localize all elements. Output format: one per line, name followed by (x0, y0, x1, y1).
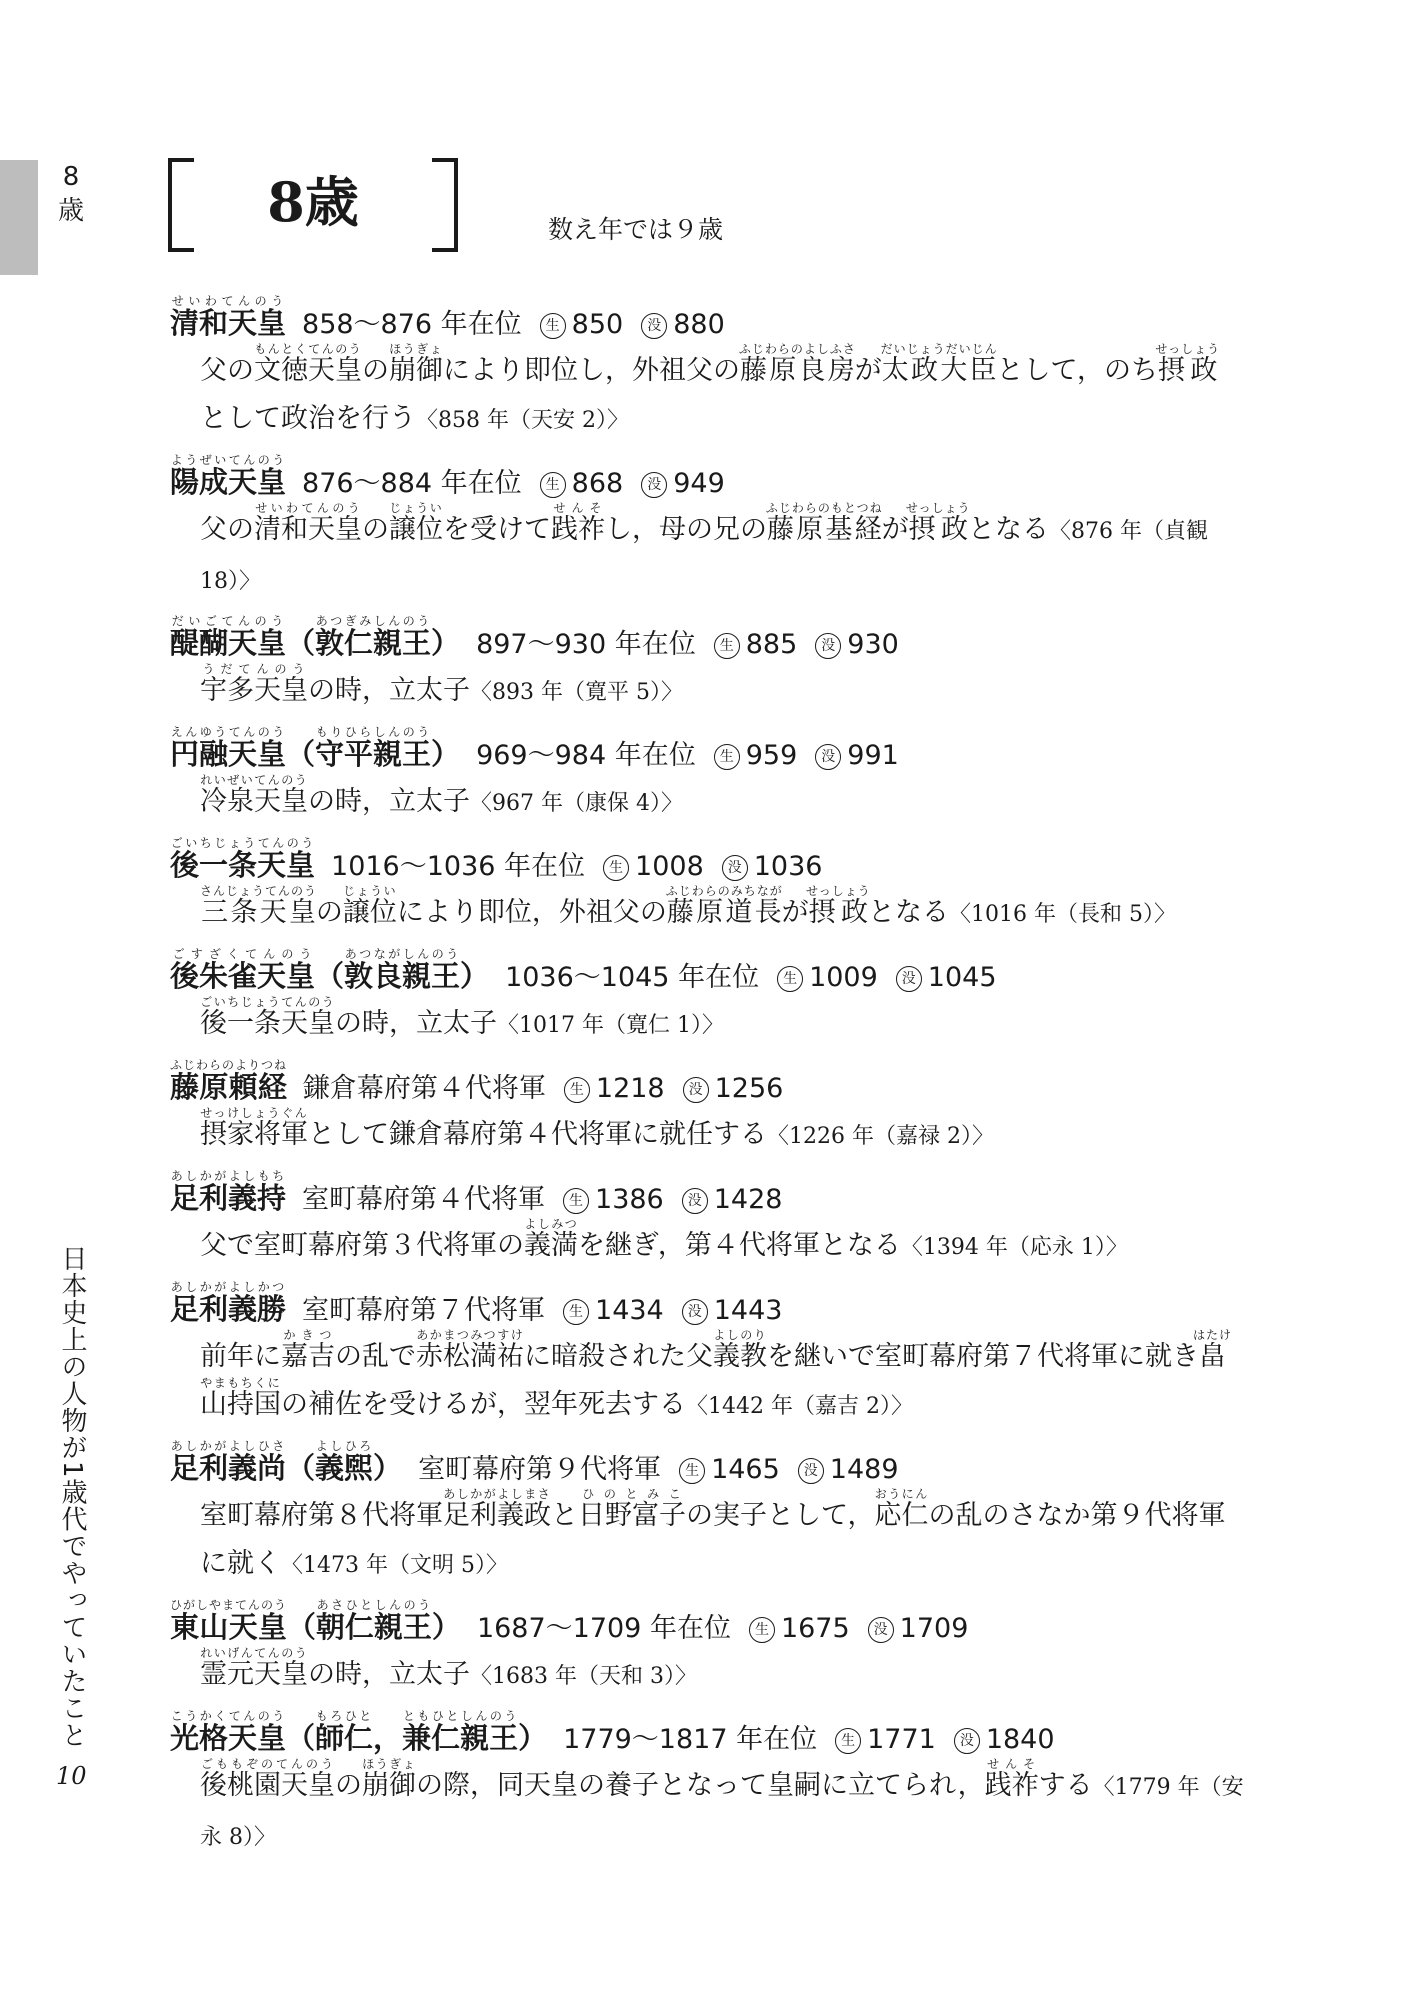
event-date: 〈858 年（天安 2）〉 (416, 408, 629, 433)
reign-info: 1687～1709 年在位 (476, 1613, 731, 1644)
person-entry (170, 1276, 1250, 1431)
reign-info: 室町幕府第９代将軍 (418, 1454, 662, 1485)
died-mark: 没 (682, 1299, 708, 1325)
entry-description (200, 1328, 1250, 1431)
person-entry (170, 832, 1250, 939)
description-text: 宇多天皇うだてんのうの時，立太子 (200, 662, 470, 706)
person-name: 藤原頼経ふじわらのよりつね (170, 1058, 288, 1104)
born-mark: 生 (714, 633, 740, 659)
entry-description (200, 1757, 1250, 1862)
reign-info: 1779～1817 年在位 (563, 1724, 818, 1755)
born-mark: 生 (679, 1458, 705, 1484)
died-year: 1428 (713, 1184, 783, 1215)
entry-header (170, 943, 1250, 995)
description-text: 後一条天皇ごいちじょうてんのうの時，立太子 (200, 995, 497, 1039)
died-year: 930 (847, 629, 899, 660)
entry-header (170, 1435, 1250, 1487)
chapter-tab (0, 160, 38, 275)
reign-info: 鎌倉幕府第４代将軍 (302, 1073, 546, 1104)
person-name: 足利義尚あしかがよしひさ（義煕よしひろ） (170, 1439, 403, 1485)
description-text: 摂家将軍せっけしょうぐんとして鎌倉幕府第４代将軍に就任する (200, 1106, 767, 1150)
person-entry (170, 721, 1250, 828)
born-year: 1434 (595, 1295, 664, 1326)
entry-header (170, 449, 1250, 501)
entry-description (200, 1217, 1250, 1272)
person-name: 光格天皇こうかくてんのう（師仁もろひと，兼仁親王ともひとしんのう） (170, 1709, 548, 1755)
age-title: 8歳 (267, 170, 359, 234)
died-mark: 没 (815, 633, 841, 659)
died-year: 1045 (927, 962, 997, 993)
entry-description (200, 662, 1250, 717)
person-entry (170, 1705, 1250, 1862)
entry-header (170, 1705, 1250, 1757)
entry-header (170, 832, 1250, 884)
event-date: 〈1394 年（応永 1）〉 (900, 1235, 1128, 1260)
description-text: 前年に嘉吉かきつの乱で赤松満祐あかまつみつすけに暗殺された父義教よしのりを継いで室町幕府第７代将軍に就き畠山持国はたけやまもちくにの補佐を受けるが，翌年死去する (200, 1328, 1233, 1420)
reign-info: 室町幕府第４代将軍 (302, 1184, 546, 1215)
person-entry (170, 1054, 1250, 1161)
died-mark: 没 (954, 1728, 980, 1754)
entry-header (170, 610, 1250, 662)
side-age-label: 8 歳 (57, 162, 84, 226)
person-name: 醍醐天皇だいごてんのう（敦仁親王あつぎみしんのう） (170, 614, 461, 660)
description-text: 父で室町幕府第３代将軍の義満よしみつを継ぎ，第４代将軍となる (200, 1217, 901, 1261)
reign-info: 1016～1036 年在位 (331, 851, 586, 882)
born-year: 1771 (867, 1724, 936, 1755)
born-mark: 生 (540, 472, 566, 498)
right-bracket (432, 158, 458, 252)
born-year: 1675 (780, 1613, 850, 1644)
reign-info: 969～984 年在位 (476, 740, 696, 771)
person-entry (170, 449, 1250, 606)
person-name: 後朱雀天皇ごすざくてんのう（敦良親王あつながしんのう） (170, 947, 490, 993)
entry-description (200, 884, 1250, 939)
died-year: 949 (673, 468, 725, 499)
event-date: 〈1442 年（嘉吉 2）〉 (686, 1394, 913, 1419)
person-entry (170, 610, 1250, 717)
description-text: 霊元天皇れいげんてんのうの時，立太子 (200, 1646, 470, 1690)
entry-header (170, 1594, 1250, 1646)
died-mark: 没 (896, 966, 922, 992)
entry-header (170, 1276, 1250, 1328)
entry-description (200, 342, 1250, 445)
born-mark: 生 (540, 313, 566, 339)
event-date: 〈1473 年（文明 5）〉 (281, 1553, 508, 1578)
person-name: 足利義持あしかがよしもち (170, 1169, 287, 1215)
entry-description (200, 1487, 1250, 1590)
died-year: 1256 (714, 1073, 784, 1104)
born-year: 885 (745, 629, 798, 660)
age-heading (168, 158, 458, 254)
died-year: 991 (847, 740, 899, 771)
person-name: 円融天皇えんゆうてんのう（守平親王もりひらしんのう） (170, 725, 461, 771)
born-year: 1009 (809, 962, 878, 993)
born-mark: 生 (564, 1077, 590, 1103)
died-year: 1840 (985, 1724, 1055, 1755)
born-mark: 生 (603, 855, 629, 881)
entry-description (200, 1106, 1250, 1161)
person-name: 清和天皇せいわてんのう (170, 294, 287, 340)
born-mark: 生 (777, 966, 803, 992)
person-name: 後一条天皇ごいちじょうてんのう (170, 836, 316, 882)
died-year: 1709 (899, 1613, 969, 1644)
died-mark: 没 (868, 1617, 894, 1643)
reign-info: 897～930 年在位 (476, 629, 696, 660)
description-text: 父の文徳天皇もんとくてんのうの崩御ほうぎょにより即位し，外祖父の藤原良房ふじわらのよしふさが太政大臣だいじょうだいじんとして，のち摂政せっしょうとして政治を行う (200, 342, 1221, 434)
died-year: 1443 (713, 1295, 783, 1326)
event-date: 〈1779 年（安永 8）〉 (200, 1775, 1244, 1850)
page-number: 10 (56, 1762, 87, 1790)
entry-description (200, 995, 1250, 1050)
person-name: 東山天皇ひがしやまてんのう（朝仁親王あさひとしんのう） (170, 1598, 461, 1644)
person-name: 足利義勝あしかがよしかつ (170, 1280, 287, 1326)
person-entry (170, 290, 1250, 445)
born-mark: 生 (714, 744, 740, 770)
died-mark: 没 (683, 1077, 709, 1103)
description-text: 父の清和天皇せいわてんのうの譲位じょういを受けて践祚せんそし，母の兄の藤原基経ふじわらのもとつねが摂政せっしょうとなる (200, 501, 1049, 545)
born-year: 1465 (711, 1454, 780, 1485)
entry-header (170, 290, 1250, 342)
born-year: 868 (571, 468, 624, 499)
born-year: 850 (571, 309, 624, 340)
person-entry (170, 1435, 1250, 1590)
event-date: 〈1016 年（長和 5）〉 (949, 902, 1177, 927)
entry-header (170, 1165, 1250, 1217)
died-mark: 没 (641, 472, 667, 498)
event-date: 〈893 年（寛平 5）〉 (470, 680, 683, 705)
reign-info: 室町幕府第７代将軍 (302, 1295, 546, 1326)
died-mark: 没 (641, 313, 667, 339)
age-subtitle: 数え年では９歳 (548, 215, 724, 244)
entry-header (170, 1054, 1250, 1106)
person-name: 陽成天皇ようぜいてんのう (170, 453, 287, 499)
died-year: 1036 (753, 851, 823, 882)
person-entry (170, 943, 1250, 1050)
born-mark: 生 (563, 1188, 589, 1214)
event-date: 〈1017 年（寛仁 1）〉 (497, 1013, 724, 1038)
description-text: 室町幕府第８代将軍足利義政あしかがよしまさと日野富子ひのとみこの実子として，応仁おうにんの乱のさなか第９代将軍に就く (200, 1487, 1226, 1579)
book-title-vertical: 日本史上の人物が1歳代でやっていたこと (57, 1245, 87, 1749)
person-entry (170, 1594, 1250, 1701)
born-year: 959 (745, 740, 798, 771)
born-year: 1008 (635, 851, 704, 882)
description-text: 後桃園天皇ごももぞのてんのうの崩御ほうぎょの際，同天皇の養子となって皇嗣に立てられ，践祚せんそする (200, 1757, 1093, 1801)
event-date: 〈876 年（貞観 18）〉 (200, 519, 1208, 594)
born-mark: 生 (563, 1299, 589, 1325)
reign-info: 876～884 年在位 (302, 468, 522, 499)
died-mark: 没 (815, 744, 841, 770)
description-text: 冷泉天皇れいぜいてんのうの時，立太子 (200, 773, 470, 817)
died-mark: 没 (722, 855, 748, 881)
event-date: 〈1683 年（天和 3）〉 (470, 1664, 697, 1689)
entry-header (170, 721, 1250, 773)
born-year: 1218 (595, 1073, 665, 1104)
entry-description (200, 501, 1250, 606)
born-year: 1386 (595, 1184, 664, 1215)
died-year: 1489 (829, 1454, 899, 1485)
died-year: 880 (673, 309, 725, 340)
died-mark: 没 (682, 1188, 708, 1214)
person-entry (170, 1165, 1250, 1272)
died-mark: 没 (798, 1458, 824, 1484)
born-mark: 生 (749, 1617, 775, 1643)
event-date: 〈1226 年（嘉禄 2）〉 (767, 1124, 994, 1149)
entry-description (200, 773, 1250, 828)
born-mark: 生 (835, 1728, 861, 1754)
reign-info: 858～876 年在位 (302, 309, 522, 340)
description-text: 三条天皇さんじょうてんのうの譲位じょういにより即位，外祖父の藤原道長ふじわらのみちながが摂政せっしょうとなる (200, 884, 950, 928)
entry-description (200, 1646, 1250, 1701)
event-date: 〈967 年（康保 4）〉 (470, 791, 683, 816)
reign-info: 1036～1045 年在位 (505, 962, 760, 993)
entry-list (170, 290, 1250, 1866)
